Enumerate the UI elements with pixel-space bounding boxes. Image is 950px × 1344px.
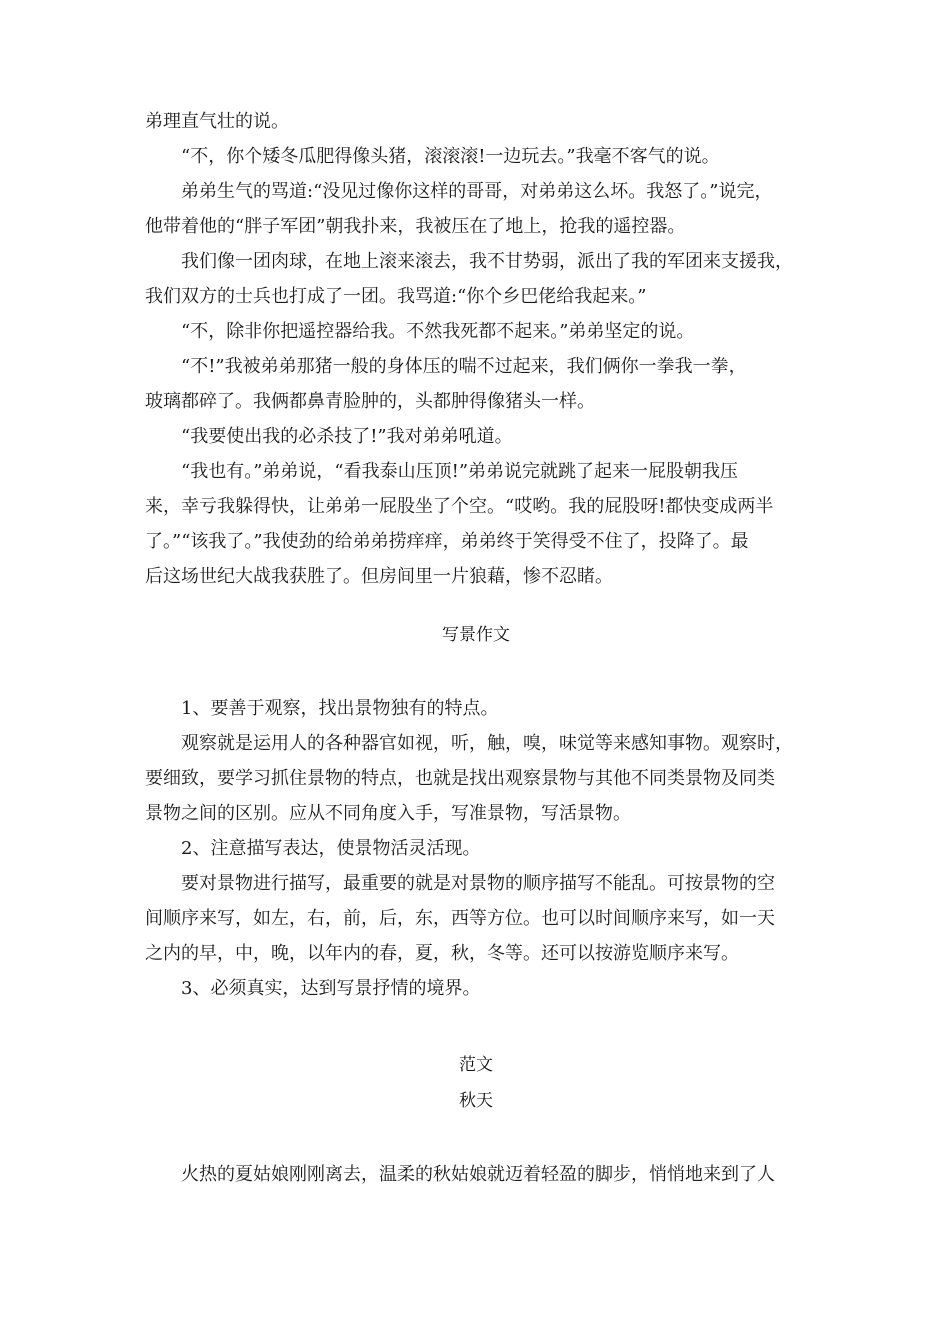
story-line: 我们像一团肉球，在地上滚来滚去，我不甘势弱，派出了我的军团来支援我， [181, 251, 793, 272]
sample-title: 秋天 [459, 1091, 493, 1111]
sample-essay [145, 1157, 807, 1192]
sample-label: 范文 [459, 1055, 493, 1075]
story-line: “我也有。”弟弟说，“看我泰山压顶!”弟弟说完就跳了起来一屁股朝我压 [181, 461, 739, 482]
story-line: 弟理直气壮的说。 [145, 111, 289, 132]
tip-line: 1、要善于观察，找出景物独有的特点。 [181, 698, 499, 719]
story-line: 了。”“该我了。”我使劲的给弟弟捞痒痒，弟弟终于笑得受不住了，投降了。最 [145, 531, 749, 552]
tip-line: 要细致，要学习抓住景物的特点，也就是找出观察景物与其他不同类景物及同类 [145, 768, 775, 789]
essay-line: 火热的夏姑娘刚刚离去，温柔的秋姑娘就迈着轻盈的脚步，悄悄地来到了人 [181, 1164, 775, 1185]
tip-line: 之内的早，中，晚，以年内的春，夏，秋，冬等。还可以按游览顺序来写。 [145, 943, 739, 964]
tip-line: 景物之间的区别。应从不同角度入手，写准景物，写活景物。 [145, 803, 631, 824]
story-line: 来，幸亏我躲得快，让弟弟一屁股坐了个空。“哎哟。我的屁股呀!都快变成两半 [145, 496, 774, 517]
story-line: “不，你个矮冬瓜肥得像头猪，滚滚滚!一边玩去。”我毫不客气的说。 [181, 146, 720, 167]
story-line: “不!”我被弟弟那猪一般的身体压的喘不过起来，我们俩你一拳我一拳， [181, 356, 747, 377]
tip-line: 要对景物进行描写，最重要的就是对景物的顺序描写不能乱。可按景物的空 [181, 873, 775, 894]
story-line: 我们双方的士兵也打成了一团。我骂道:“你个乡巴佬给我起来。” [145, 286, 647, 307]
story-line: “我要使出我的必杀技了!”我对弟弟吼道。 [181, 426, 513, 447]
tip-line: 3、必须真实，达到写景抒情的境界。 [181, 978, 481, 999]
story-line: 他带着他的“胖子军团”朝我扑来，我被压在了地上，抢我的遥控器。 [145, 216, 686, 237]
tip-line: 2、注意描写表达，使景物活灵活现。 [181, 838, 481, 859]
section-heading: 写景作文 [442, 625, 510, 645]
document-body [145, 104, 807, 1192]
story-line: 后这场世纪大战我获胜了。但房间里一片狼藉，惨不忍睹。 [145, 566, 613, 587]
tip-line: 间顺序来写，如左，右，前，后，东，西等方位。也可以时间顺序来写，如一天 [145, 908, 775, 929]
story-line: 玻璃都碎了。我俩都鼻青脸肿的，头都肿得像猪头一样。 [145, 391, 595, 412]
tip-line: 观察就是运用人的各种器官如视，听，触，嗅，味觉等来感知事物。观察时， [181, 733, 793, 754]
story-line: 弟弟生气的骂道:“没见过像你这样的哥哥，对弟弟这么坏。我怒了。”说完， [181, 181, 773, 202]
story-line: “不，除非你把遥控器给我。不然我死都不起来。”弟弟坚定的说。 [181, 321, 695, 342]
writing-tips [145, 691, 807, 1006]
